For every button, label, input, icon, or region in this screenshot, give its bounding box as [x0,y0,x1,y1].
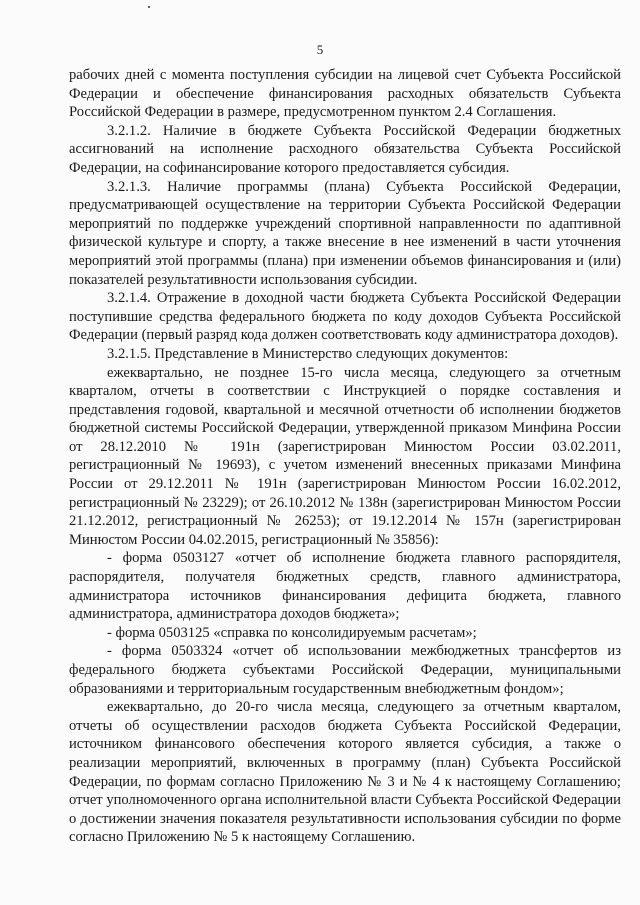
list-item-form-0503127: - форма 0503127 «отчет об исполнение бюджета главного распорядителя, распорядителя, получателя бюджетных средств, главного администратора, администратора источников финансирования дефицита бюджета, главного администратора, администратора доходов бюджета»; [69,550,621,623]
paragraph-3-2-1-5: 3.2.1.5. Представление в Министерство следующих документов: [107,345,509,362]
page-number: 5 [316,42,324,57]
list-item-form-0503324: - форма 0503324 «отчет об использовании межбюджетных трансфертов из федерального бюджета субъектами Российской Федерации, муниципальными образованиями и территориальным государственным внебюджетным фондом»; [69,643,621,697]
paragraph-quarterly-15th: ежеквартально, не позднее 15-го числа месяца, следующего за отчетным кварталом, отчеты в соответствии с Инструкцией о порядке составления и представления годовой, квартальной и месячной отчетности об исполнении бюджетов бюджетной системы Российской Федерации, утвержденной приказом Минфина России от 28.12.2010 № 191н (зарегистрирован Минюстом России 03.02.2011, регистрационный № 19693), с учетом изменений внесенных приказами Минфина России от 29.12.2011 № 191н (зарегистрирован Минюстом России 16.02.2012, регистрационный № 23229); от 26.10.2012 № 138н (зарегистрирован Минюстом России 21.12.2012, регистрационный № 26253); от 19.12.2014 № 157н (зарегистрирован Минюстом России 04.02.2015, регистрационный № 35856): [69,364,621,548]
paragraph-3-2-1-4: 3.2.1.4. Отражение в доходной части бюджета Субъекта Российской Федерации поступившие средства федерального бюджета по коду доходов Субъекта Российской Федерации (первый разряд кода должен соответствовать коду администратора доходов). [69,290,621,344]
paragraph-quarterly-20th: ежеквартально, до 20-го числа месяца, следующего за отчетным кварталом, отчеты об осуществлении расходов бюджета Субъекта Российской Федерации, источником финансового обеспечения которого является субсидия, а также о реализации мероприятий, включенных в программу (план) Субъекта Российской Федерации, по формам согласно Приложению № 3 и № 4 к настоящему Соглашению; отчет уполномоченного органа исполнительной власти Субъекта Российской Федерации о достижении значения показателя результативности использования субсидии по форме согласно Приложению № 5 к настоящему Соглашению. [69,699,621,846]
paragraph-3-2-1-2: 3.2.1.2. Наличие в бюджете Субъекта Российской Федерации бюджетных ассигнований на исполнение расходного обязательства Субъекта Российской Федерации, на софинансирование которого предоставляется субсидия. [69,122,621,176]
document-body [69,66,621,847]
scan-speck [148,6,150,8]
list-item-form-0503125: - форма 0503125 «справка по консолидируемым расчетам»; [107,624,477,641]
paragraph-continuation: рабочих дней с момента поступления субсидии на лицевой счет Субъекта Российской Федерации и обеспечение финансирования расходных обязательств Субъекта Российской Федерации в размере, предусмотренном пунктом 2.4 Соглашения. [69,67,621,121]
paragraph-3-2-1-3: 3.2.1.3. Наличие программы (плана) Субъекта Российской Федерации, предусматривающей осуществление на территории Субъекта Российской Федерации мероприятий по поддержке учреждений спортивной направленности по адаптивной физической культуре и спорту, а также внесение в нее изменений в части уточнения мероприятий этой программы (плана) при изменении объемов финансирования и (или) показателей результативности использования субсидии. [69,178,621,288]
